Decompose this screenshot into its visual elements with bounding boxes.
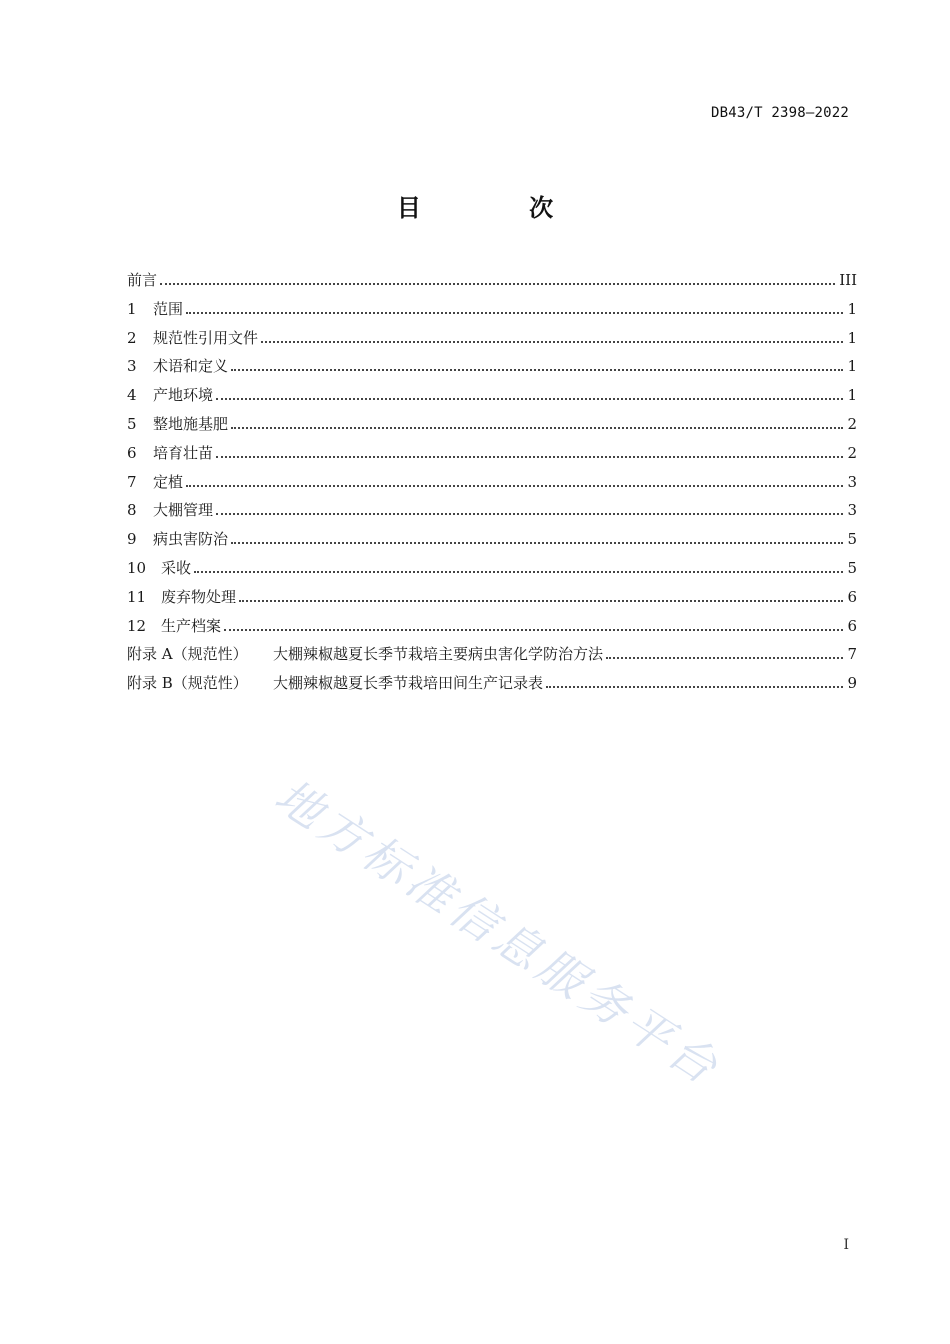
toc-entry-row[interactable] xyxy=(127,525,857,554)
toc-entry-row[interactable] xyxy=(127,439,857,468)
toc-entry-row[interactable] xyxy=(127,410,857,439)
toc-entry-title: 采收 xyxy=(161,558,192,577)
document-code: DB43/T 2398—2022 xyxy=(710,105,849,121)
toc-page-number: 1 xyxy=(847,357,857,376)
dot-leader xyxy=(224,629,843,631)
dot-leader xyxy=(186,312,843,314)
toc-appendix-prefix: 附录 B（规范性） xyxy=(127,674,248,693)
toc-entry-title: 培育壮苗 xyxy=(153,443,214,462)
toc-entry-title: 病虫害防治 xyxy=(153,530,229,549)
toc-entry-number: 6 xyxy=(127,443,137,462)
toc-page-number: 1 xyxy=(847,328,857,347)
footer-page-number: I xyxy=(843,1237,849,1253)
toc-entry-row[interactable] xyxy=(127,554,857,583)
toc-entry-row[interactable] xyxy=(127,295,857,324)
toc-entry-number: 7 xyxy=(127,472,137,491)
toc-entry-row[interactable] xyxy=(127,352,857,381)
watermark: 地方标准信息服务平台 xyxy=(265,768,732,1097)
toc-page-number: 2 xyxy=(847,414,857,433)
toc-appendix-prefix: 附录 A（规范性） xyxy=(127,645,248,664)
toc-entry-number: 5 xyxy=(127,414,137,433)
toc-entry-row[interactable] xyxy=(127,324,857,353)
dot-leader xyxy=(194,571,843,573)
dot-leader xyxy=(231,542,843,544)
dot-leader xyxy=(231,427,843,429)
toc-page-number: III xyxy=(839,271,857,289)
dot-leader xyxy=(231,369,843,371)
dot-leader xyxy=(186,485,843,487)
dot-leader xyxy=(606,657,843,659)
toc-preface-row[interactable] xyxy=(127,266,857,295)
dot-leader xyxy=(546,686,843,688)
toc-entry-number: 2 xyxy=(127,328,137,347)
toc-page-number: 7 xyxy=(847,645,857,664)
toc-page-number: 5 xyxy=(847,558,857,577)
dot-leader xyxy=(216,456,843,458)
toc-appendix-title: 大棚辣椒越夏长季节栽培主要病虫害化学防治方法 xyxy=(273,645,604,664)
toc-page-number: 6 xyxy=(847,616,857,635)
toc-entry-number: 10 xyxy=(127,558,147,577)
toc-appendix-row[interactable] xyxy=(127,669,857,698)
toc-entry-title: 规范性引用文件 xyxy=(153,328,259,347)
dot-leader xyxy=(261,341,843,343)
toc-page-number: 5 xyxy=(847,530,857,549)
toc-entry-title: 整地施基肥 xyxy=(153,414,229,433)
toc-entry-title: 范围 xyxy=(153,299,184,318)
toc-page-number: 2 xyxy=(847,443,857,462)
toc-page-number: 3 xyxy=(847,501,857,520)
toc-preface-title: 前言 xyxy=(127,271,158,289)
toc-page-number: 6 xyxy=(847,587,857,606)
toc-entry-number: 9 xyxy=(127,530,137,549)
toc-entry-row[interactable] xyxy=(127,612,857,641)
page-title: 目 次 xyxy=(396,194,604,222)
toc-entry-title: 定植 xyxy=(153,472,184,491)
toc-entry-row[interactable] xyxy=(127,468,857,497)
toc-page-number: 9 xyxy=(847,674,857,693)
toc-entry-number: 11 xyxy=(127,587,147,606)
dot-leader xyxy=(216,398,843,400)
toc-entry-number: 4 xyxy=(127,386,137,405)
dot-leader xyxy=(160,283,835,285)
toc-entry-number: 1 xyxy=(127,299,137,318)
toc-entry-number: 8 xyxy=(127,501,137,520)
toc-page-number: 1 xyxy=(847,386,857,405)
toc-entry-title: 术语和定义 xyxy=(153,357,229,376)
toc-entry-row[interactable] xyxy=(127,496,857,525)
toc-page-number: 1 xyxy=(847,299,857,318)
dot-leader xyxy=(239,600,843,602)
table-of-contents xyxy=(127,266,857,698)
toc-entry-row[interactable] xyxy=(127,583,857,612)
toc-entry-title: 废弃物处理 xyxy=(161,587,237,606)
toc-page-number: 3 xyxy=(847,472,857,491)
toc-entry-number: 12 xyxy=(127,616,147,635)
toc-entry-title: 大棚管理 xyxy=(153,501,214,520)
toc-entry-title: 生产档案 xyxy=(161,616,222,635)
dot-leader xyxy=(216,513,843,515)
toc-entry-title: 产地环境 xyxy=(153,386,214,405)
toc-appendix-title: 大棚辣椒越夏长季节栽培田间生产记录表 xyxy=(273,674,544,693)
toc-entry-row[interactable] xyxy=(127,381,857,410)
toc-appendix-row[interactable] xyxy=(127,640,857,669)
toc-entry-number: 3 xyxy=(127,357,137,376)
